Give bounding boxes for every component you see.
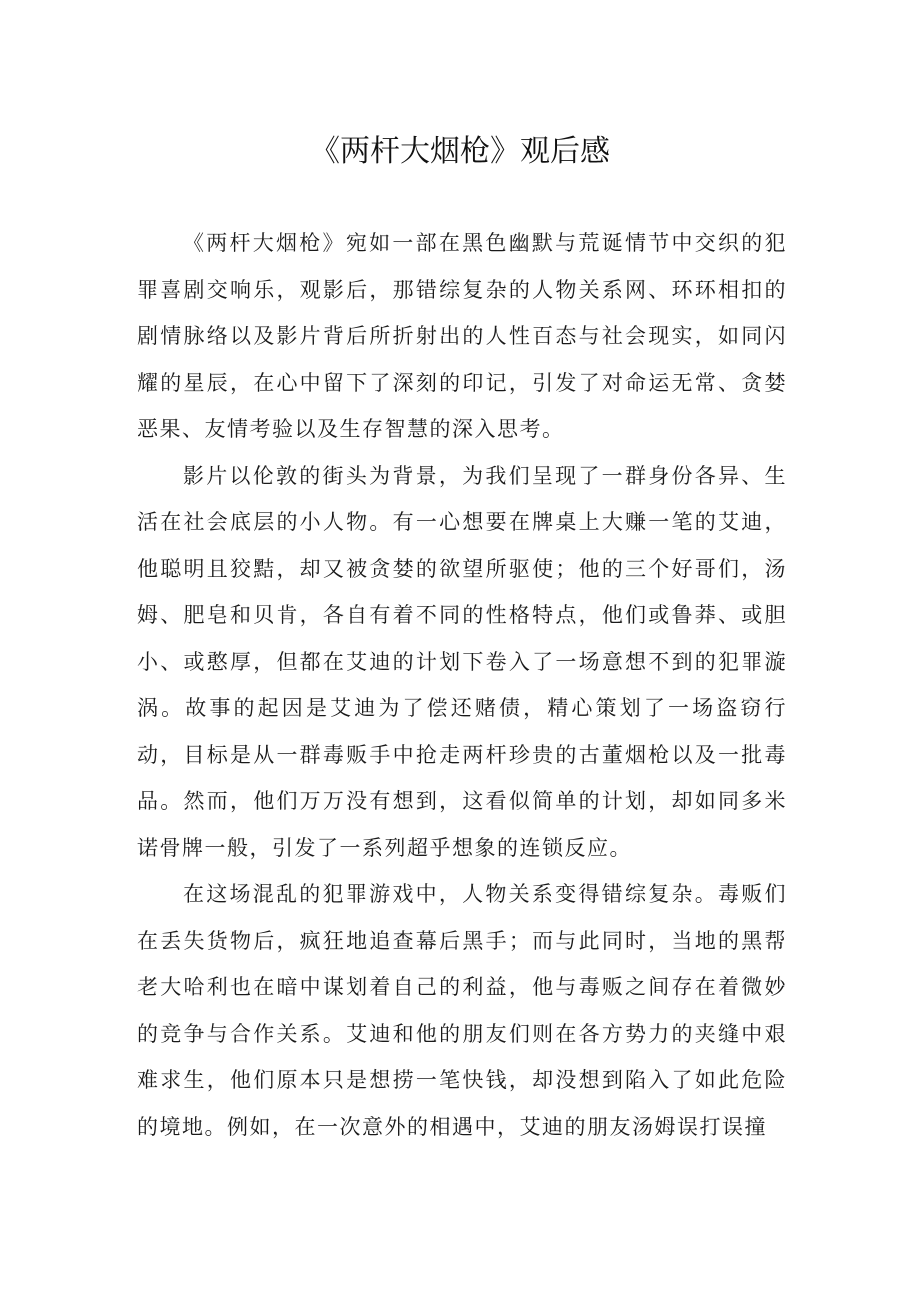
document-body [137,220,787,1150]
document-title: 《两杆大烟枪》观后感 [310,134,610,169]
paragraph-3: 在这场混乱的犯罪游戏中，人物关系变得错综复杂。毒贩们在丢失货物后，疯狂地追查幕后黑手；而与此同时，当地的黑帮老大哈利也在暗中谋划着自己的利益，他与毒贩之间存在着微妙的竞争与合作关系。艾迪和他的朋友们则在各方势力的夹缝中艰难求生，他们原本只是想捞一笔快钱，却没想到陷入了如此危险的境地。例如，在一次意外的相遇中，艾迪的朋友汤姆误打误撞 [137,882,787,1139]
paragraph-1: 《两杆大烟枪》宛如一部在黑色幽默与荒诞情节中交织的犯罪喜剧交响乐，观影后，那错综复杂的人物关系网、环环相扣的剧情脉络以及影片背后所折射出的人性百态与社会现实，如同闪耀的星辰，在心中留下了深刻的印记，引发了对命运无常、贪婪恶果、友情考验以及生存智慧的深入思考。 [137,231,787,441]
paragraph-2: 影片以伦敦的街头为背景，为我们呈现了一群身份各异、生活在社会底层的小人物。有一心想要在牌桌上大赚一笔的艾迪，他聪明且狡黠，却又被贪婪的欲望所驱使；他的三个好哥们，汤姆、肥皂和贝肯，各自有着不同的性格特点，他们或鲁莽、或胆小、或憨厚，但都在艾迪的计划下卷入了一场意想不到的犯罪漩涡。故事的起因是艾迪为了偿还赌债，精心策划了一场盗窃行动，目标是从一群毒贩手中抢走两杆珍贵的古董烟枪以及一批毒品。然而，他们万万没有想到，这看似简单的计划，却如同多米诺骨牌一般，引发了一系列超乎想象的连锁反应。 [137,463,787,860]
